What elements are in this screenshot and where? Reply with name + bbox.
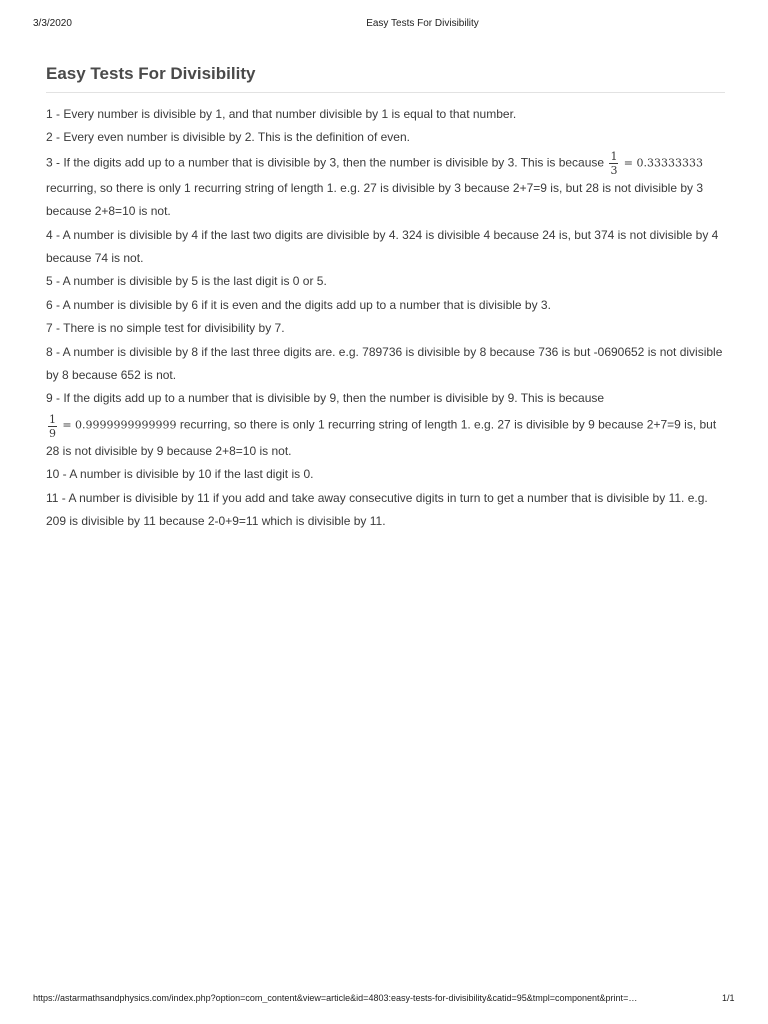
rule-10: 10 - A number is divisible by 10 if the last digit is 0. <box>46 467 314 482</box>
fraction-denominator: 3 <box>610 163 618 177</box>
rule-9 <box>46 387 725 463</box>
rule-1: 1 - Every number is divisible by 1, and that number divisible by 1 is equal to that number. <box>46 107 517 121</box>
fraction-denominator: 9 <box>49 426 56 440</box>
rule-5: 5 - A number is divisible by 5 is the last digit is 0 or 5. <box>46 274 327 289</box>
rule-2: 2 - Every even number is divisible by 2. This is the definition of even. <box>46 130 410 145</box>
fraction-one-ninth <box>48 413 57 440</box>
rule-6: 6 - A number is divisible by 6 if it is even and the digits add up to a number that is divisible by 3. <box>46 297 551 312</box>
rule-3-text-before: 3 - If the digits add up to a number that is divisible by 3, then the number is divisible by 3. This is because <box>46 155 605 170</box>
rule-7: 7 - There is no simple test for divisibility by 7. <box>46 321 285 336</box>
rule-9-text-after: recurring, so there is only 1 recurring string of length 1. e.g. 27 is divisible by 9 because 2+7=9 is, but 28 is not divisible by 9 because 2+8=10 is not. <box>46 417 717 458</box>
fraction-numerator: 1 <box>49 412 56 426</box>
article-title: Easy Tests For Divisibility <box>46 64 725 93</box>
rule-3 <box>46 150 725 224</box>
rule-8: 8 - A number is divisible by 8 if the last three digits are. e.g. 789736 is divisible by 8 because 736 is but -0690652 is not divisible by 8 because 652 is not. <box>46 344 723 383</box>
print-header <box>0 18 768 32</box>
source-url: https://astarmathsandphysics.com/index.php?option=com_content&view=article&id=4803:easy-tests-for-divisibility&catid=95&tmpl=component&print=… <box>33 993 638 1003</box>
article <box>46 64 725 534</box>
fraction-one-third <box>609 150 618 177</box>
print-footer <box>0 993 768 1007</box>
print-header-title: Easy Tests For Divisibility <box>366 18 479 29</box>
decimal-expansion: = 0.9999999999999 <box>62 418 177 432</box>
rule-9-text-before: 9 - If the digits add up to a number that is divisible by 9, then the number is divisible by 9. This is because <box>46 391 605 406</box>
rule-11: 11 - A number is divisible by 11 if you add and take away consecutive digits in turn to get a number that is divisible by 11. e.g. 209 is divisible by 11 because 2-0+9=11 which is divisible by 11. <box>46 490 708 529</box>
decimal-expansion: = 0.33333333 <box>623 156 703 170</box>
page-number: 1/1 <box>722 993 735 1003</box>
rule-4: 4 - A number is divisible by 4 if the last two digits are divisible by 4. 324 is divisible 4 because 24 is, but 374 is not divisible by 4 because 74 is not. <box>46 227 719 266</box>
print-date: 3/3/2020 <box>33 18 72 29</box>
fraction-numerator: 1 <box>610 149 618 163</box>
rule-3-text-after: recurring, so there is only 1 recurring string of length 1. e.g. 27 is divisible by 3 because 2+7=9 is, but 28 is not divisible by 3 because 2+8=10 is not. <box>46 180 704 219</box>
article-body <box>46 103 725 534</box>
